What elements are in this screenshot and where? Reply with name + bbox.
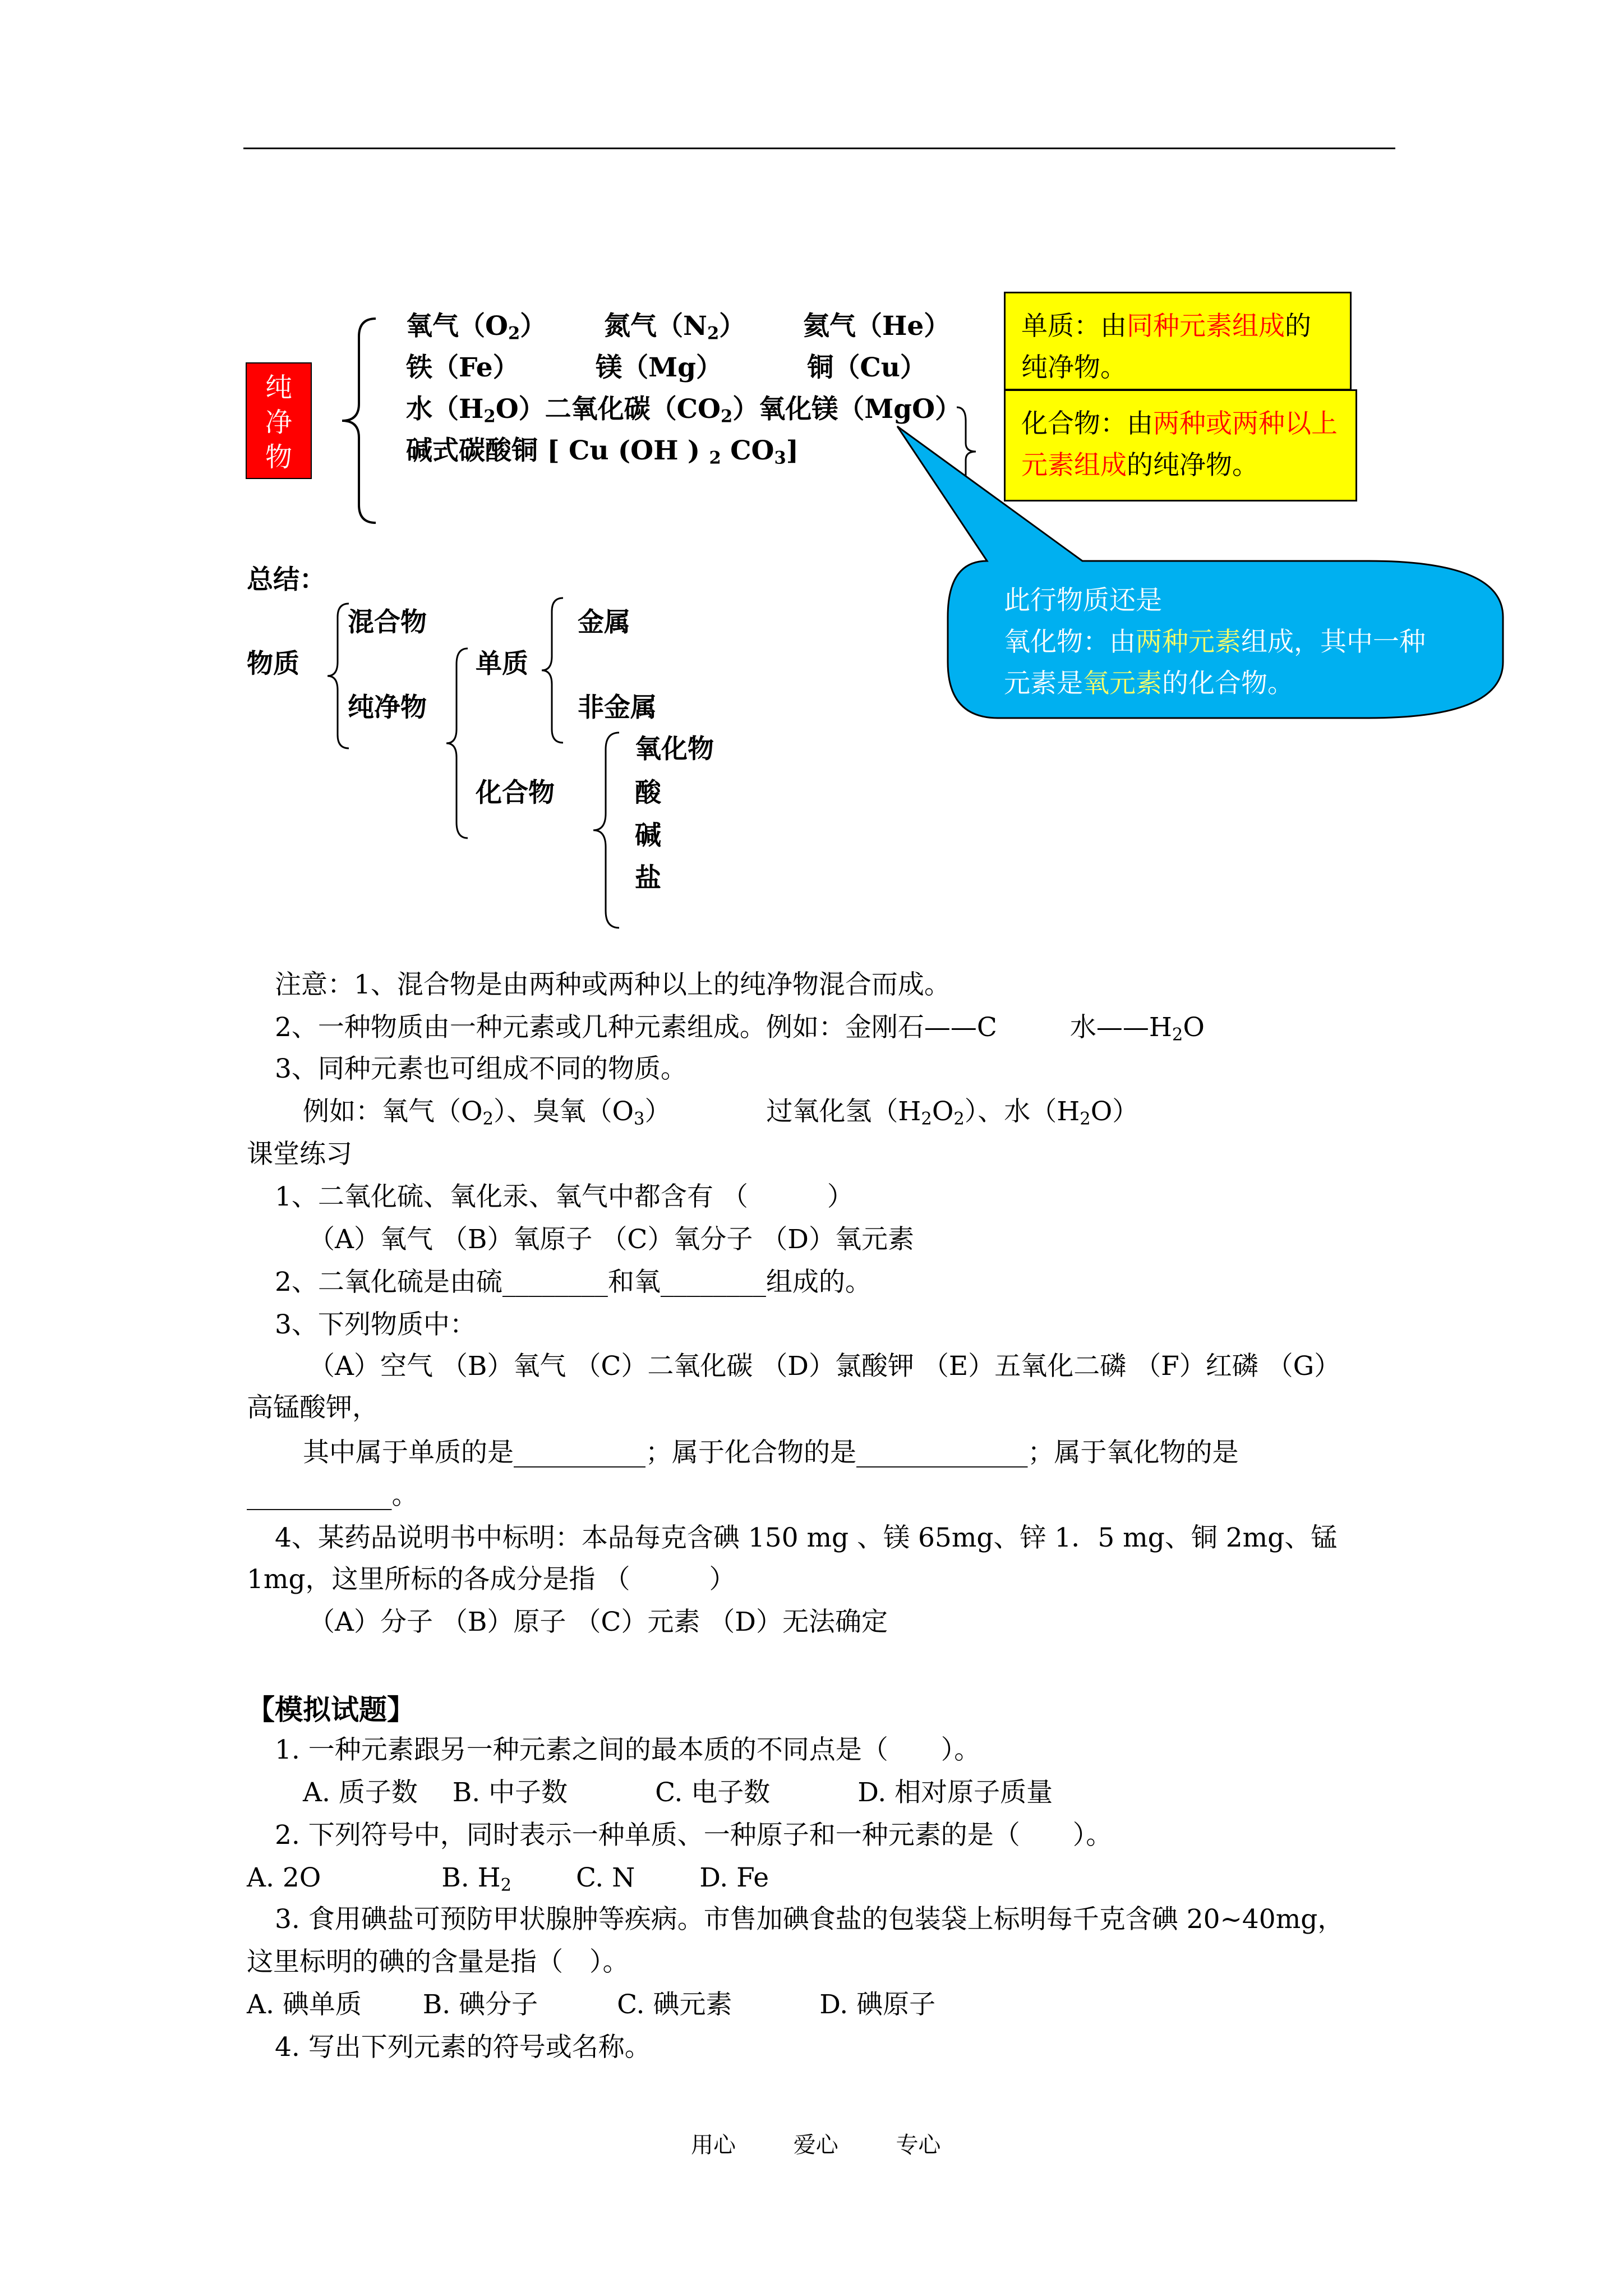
mock-q4: 4. 写出下列元素的符号或名称。 [275,2032,651,2063]
pure-row-3: 水$(H_2O)$二氧化碳$(CO_2)$氧化镁（MgO） [406,394,962,427]
mock-q3: 3. 食用碘盐可预防甲状腺肿等疾病。市售加碘食盐的包装袋上标明每千克含碘 20~40mg， [275,1904,1344,1935]
practice-q4-options: （A）分子 （B）原子 （C）元素 （D）无法确定 [308,1607,888,1637]
mock-title: 【模拟试题】 [247,1693,415,1726]
header-rule [243,148,1395,149]
note-3: 3、同种元素也可组成不同的物质。 [275,1053,687,1084]
tree-element: 单质 [476,648,528,679]
element-definition-box: 单质：由同种元素组成的纯净物。 [1004,292,1352,390]
footer-slogan: 用心 爱心 专心 [691,2132,941,2158]
tree-mixture: 混合物 [348,607,427,638]
pure-row-4: 碱式碳酸铜 [ Cu (OH ) $_2$ $CO_3$] [406,435,799,468]
pure-row-2: 铁（Fe） 镁（Mg） 铜（Cu） [406,352,926,383]
practice-q1: 1、二氧化硫、氧化汞、氧气中都含有 （ ） [275,1181,854,1212]
tree-acid: 酸 [635,777,661,808]
practice-q1-options: （A）氧气 （B）氧原子 （C）氧分子 （D）氧元素 [308,1224,914,1255]
practice-q4: 4、某药品说明书中标明：本品每克含碘 150 mg 、镁 65mg、锌 1．5 mg、铜 2mg、锰 [275,1522,1338,1553]
mock-q2: 2. 下列符号中，同时表示一种单质、一种原子和一种元素的是（ ）。 [275,1820,1113,1851]
tree-base: 碱 [635,820,661,851]
practice-q2: 2、二氧化硫是由硫________和氧________组成的。 [275,1267,872,1297]
practice-q3-options-cont: 高锰酸钾， [247,1392,379,1423]
practice-q3-answer-cont: ___________。 [247,1480,418,1511]
note-4: 例如：氧气$(O_2)$、臭氧$(O_3)$ 过氧化氢$(H_2O_2)$、水$(H_2O)$ [303,1096,1139,1129]
mock-q3-cont: 这里标明的碘的含量是指（ ）。 [247,1947,629,1977]
practice-q3-answer: 其中属于单质的是__________；属于化合物的是_____________；属于氧化物的是 [303,1437,1239,1468]
callout-line-2: 氧化物：由两种元素组成，其中一种 [1004,627,1426,657]
brace-compound-icon [589,729,623,931]
callout-line-3: 元素是氧元素的化合物。 [1004,668,1294,699]
practice-q3-options: （A）空气 （B）氧气 （C）二氧化碳 （D）氯酸钾 （E）五氧化二磷 （F）红磷 （G） [308,1351,1341,1382]
pure-substance-label: 纯 净 物 [246,362,312,479]
practice-q4-cont: 1mg，这里所标的各成分是指 （ ） [247,1564,736,1595]
tree-pure: 纯净物 [348,692,427,723]
callout-line-1: 此行物质还是 [1004,585,1162,616]
brace-pure-icon [443,645,471,841]
mock-q2-options: A. 2O B. $H_2$ C. N D. Fe [247,1862,769,1895]
compound-definition-box: 化合物：由两种或两种以上元素组成的纯净物。 [1004,389,1357,501]
note-2: 2、一种物质由一种元素或几种元素组成。例如：金刚石——C 水$——H_2O$ [275,1012,1205,1045]
tree-salt: 盐 [635,863,661,894]
mock-q1-options: A. 质子数 B. 中子数 C. 电子数 D. 相对原子质量 [303,1777,1053,1808]
tree-nonmetal: 非金属 [578,692,657,723]
tree-matter: 物质 [247,648,299,679]
practice-title: 课堂练习 [247,1139,352,1170]
mock-q3-options: A. 碘单质 B. 碘分子 C. 碘元素 D. 碘原子 [247,1989,936,2020]
pure-row-1: 氧气$(O_2)$ 氮气$(N_2)$ 氦气（He） [406,311,951,344]
tree-metal: 金属 [578,607,630,638]
brace-element-icon [538,595,566,746]
summary-title: 总结： [247,564,326,595]
mock-q1: 1. 一种元素跟另一种元素之间的最本质的不同点是（ ）。 [275,1734,981,1765]
tree-oxide: 氧化物 [635,734,714,765]
note-1: 注意：1、混合物是由两种或两种以上的纯净物混合而成。 [275,969,951,1000]
practice-q3: 3、下列物质中： [275,1309,476,1340]
tree-compound: 化合物 [476,777,555,808]
left-brace-icon [336,314,381,527]
